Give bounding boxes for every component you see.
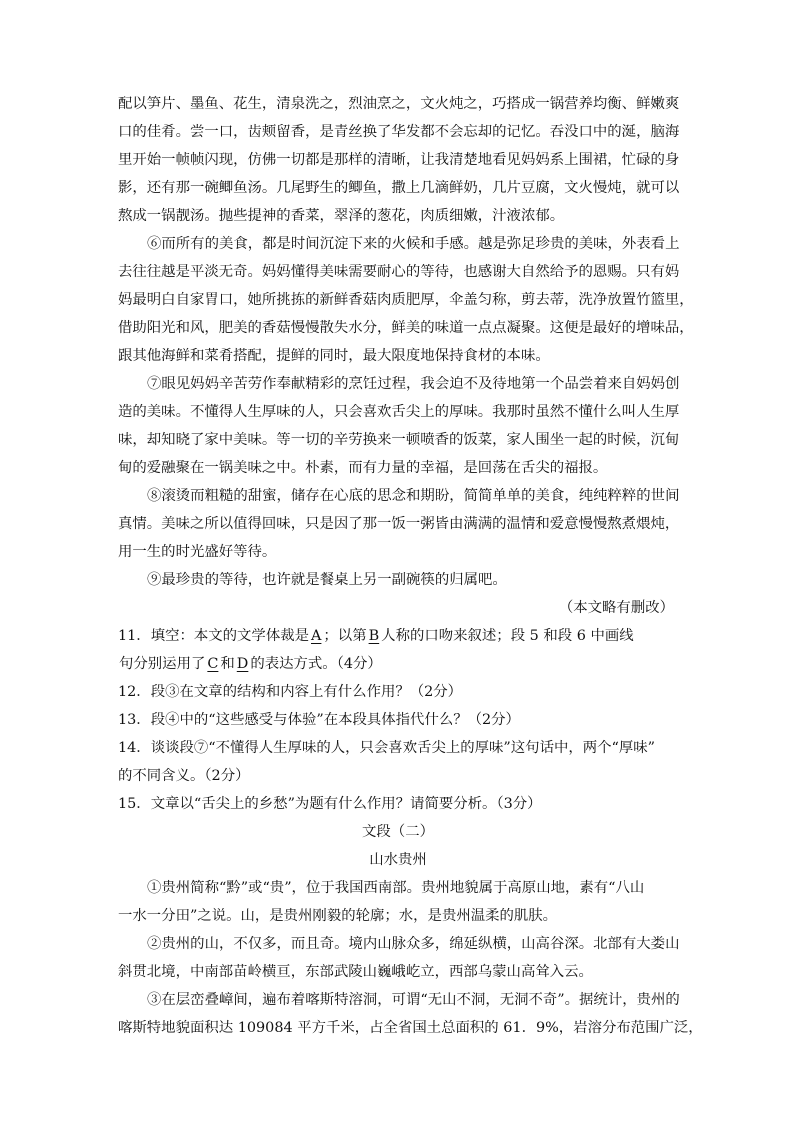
question-text: 11．填空：本文的文学体裁是: [118, 628, 309, 644]
answer-blank-c: C: [207, 656, 219, 672]
document-page: [118, 90, 703, 1042]
question-15: 15．文章以“舌尖上的乡愁”为题有什么作用？请简要分析。（3分）: [118, 796, 542, 812]
question-text: 人称的口吻来叙述；段 5 和段 6 中画线: [381, 628, 634, 644]
passage1-paragraph-6: [118, 230, 694, 370]
text-line: ③在层峦叠嶂间，遍布着喀斯特溶洞，可谓“无山不洞，无洞不奇”。据统计，贵州的: [147, 992, 680, 1008]
section-heading: 文段（二）: [362, 824, 434, 840]
text-line: 用一生的时光盛好等待。: [118, 544, 277, 560]
text-line: 配以笋片、墨鱼、花生，清泉洗之，烈油烹之，文火炖之，巧搭成一锅营养均衡、鲜嫩爽: [118, 96, 680, 112]
text-line: 熬成一锅靓汤。抛些提神的香菜，翠泽的葱花，肉质细嫩，汁液浓郁。: [118, 208, 565, 224]
text-line: 真情。美味之所以值得回味，只是因了那一饭一粥皆由满满的温情和爱意慢慢熬煮煨炖，: [118, 516, 680, 532]
text-line: ①贵州简称“黔”或“贵”，位于我国西南部。贵州地貌属于高原山地，素有“八山: [147, 880, 645, 896]
question-text: 句分别运用了: [119, 656, 206, 672]
question-14: 14．谈谈段⑦“不懂得人生厚味的人，只会喜欢舌尖上的厚味”这句话中，两个“厚味”: [118, 740, 656, 756]
text-line: 影，还有那一碗鲫鱼汤。几尾野生的鲫鱼，撒上几滴鲜奶，几片豆腐，文火慢炖，就可以: [118, 180, 680, 196]
text-line: 借助阳光和风，肥美的香菇慢慢散失水分，鲜美的味道一点点凝聚。这便是最好的增味品，: [118, 320, 694, 336]
passage-title: 山水贵州: [369, 852, 427, 868]
edit-note: （本文略有删改）: [558, 600, 674, 616]
question-13: 13．段④中的“这些感受与体验”在本段具体指代什么？（2分）: [118, 712, 520, 728]
text-line: ⑥而所有的美食，都是时间沉淀下来的火候和手感。越是弥足珍贵的美味，外表看上: [147, 236, 680, 252]
text-line: 去往往越是平淡无奇。妈妈懂得美味需要耐心的等待，也感谢大自然给予的恩赐。只有妈: [118, 264, 680, 280]
text-line: ②贵州的山，不仅多，而且奇。境内山脉众多，绵延纵横，山高谷深。北部有大娄山: [147, 936, 680, 952]
passage2-paragraph-1: [118, 874, 678, 930]
question-text: 和: [220, 656, 235, 672]
text-line: 妈最明白自家胃口，她所挑拣的新鲜香菇肉质肥厚，伞盖匀称，剪去蒂，洗净放置竹篮里，: [118, 292, 694, 308]
text-line: 一水一分田”之说。山，是贵州刚毅的轮廓；水，是贵州温柔的肌肤。: [118, 908, 558, 924]
passage2-paragraph-3: [118, 986, 703, 1042]
text-line: 甸的爱融聚在一锅美味之中。朴素，而有力量的幸福，是回荡在舌尖的福报。: [118, 460, 608, 476]
question-11-continued: [118, 650, 678, 678]
question-12: 12．段③在文章的结构和内容上有什么作用？（2分）: [118, 684, 463, 700]
text-line: 喀斯特地貌面积达 109084 平方千米，占全省国土总面积的 61．9%，岩溶分布范围广泛，: [118, 1020, 703, 1036]
text-line: 斜贯北境，中南部苗岭横亘，东部武陵山巍峨屹立，西部乌蒙山高耸入云。: [118, 964, 593, 980]
passage2-paragraph-2: [118, 930, 678, 986]
answer-blank-a: A: [311, 628, 322, 644]
passage1-paragraph-5: [118, 90, 678, 230]
text-line: ⑧滚烫而粗糙的甜蜜，储存在心底的思念和期盼，简简单单的美食，纯纯粹粹的世间: [147, 488, 680, 504]
passage1-paragraph-9: ⑨最珍贵的等待，也许就是餐桌上另一副碗筷的归属吧。: [147, 572, 507, 588]
question-11: [118, 622, 678, 650]
answer-blank-d: D: [236, 656, 249, 672]
text-line: 味，却知晓了家中美味。等一切的辛劳换来一顿喷香的饭菜，家人围坐一起的时候，沉甸: [118, 432, 680, 448]
text-line: 里开始一帧帧闪现，仿佛一切都是那样的清晰，让我清楚地看见妈妈系上围裙，忙碌的身: [118, 152, 680, 168]
answer-blank-b: B: [368, 628, 380, 644]
passage1-paragraph-8: [118, 482, 678, 566]
text-line: ⑦眼见妈妈辛苦劳作奉献精彩的烹饪过程，我会迫不及待地第一个品尝着来自妈妈创: [147, 376, 680, 392]
text-line: 造的美味。不懂得人生厚味的人，只会喜欢舌尖上的厚味。我那时虽然不懂什么叫人生厚: [118, 404, 680, 420]
question-text: ；以第: [323, 628, 367, 644]
text-line: 跟其他海鲜和菜肴搭配，提鲜的同时，最大限度地保持食材的本味。: [118, 348, 550, 364]
question-14-continued: 的不同含义。（2分）: [118, 768, 250, 784]
text-line: 口的佳肴。尝一口，齿颊留香，是青丝换了华发都不会忘却的记忆。吞没口中的涎，脑海: [118, 124, 680, 140]
question-text: 的表达方式。（4分）: [250, 656, 382, 672]
passage1-paragraph-7: [118, 370, 678, 482]
